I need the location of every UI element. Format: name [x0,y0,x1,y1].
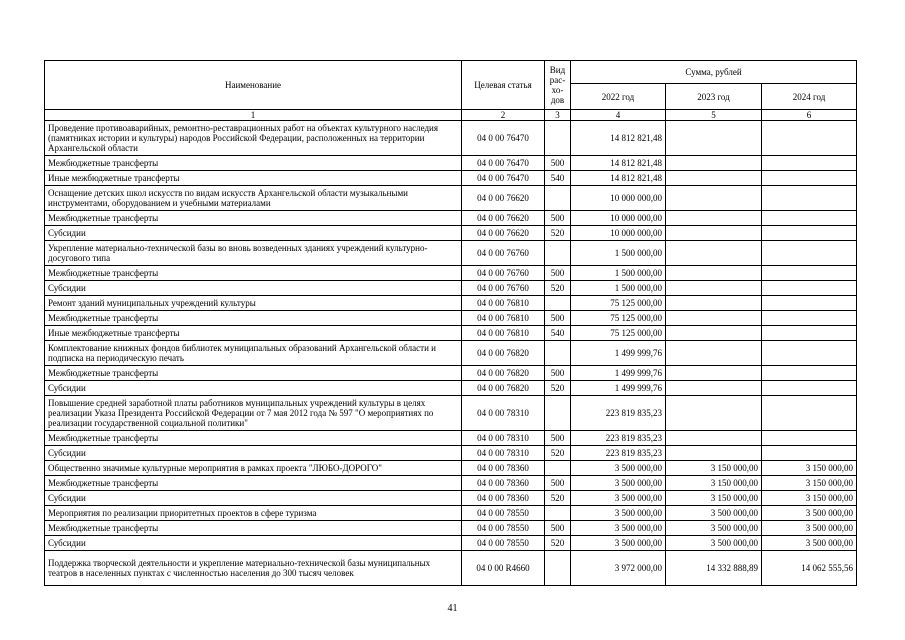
row-name: Субсидии [45,536,462,551]
row-sum-2024: 3 500 000,00 [762,536,857,551]
row-target-article: 04 0 00 76760 [462,266,545,281]
table-row [45,506,857,521]
column-number: 1 [45,110,462,121]
row-sum-2022: 1 500 000,00 [571,266,666,281]
table-row [45,461,857,476]
row-sum-2024: 14 062 555,56 [762,551,857,586]
row-sum-2023 [666,281,762,296]
row-expense-kind: 520 [545,446,571,461]
row-sum-2023 [666,186,762,211]
column-number: 2 [462,110,545,121]
row-expense-kind: 500 [545,366,571,381]
row-sum-2022: 3 500 000,00 [571,521,666,536]
row-expense-kind: 500 [545,311,571,326]
row-expense-kind: 540 [545,171,571,186]
row-sum-2022: 75 125 000,00 [571,326,666,341]
row-target-article: 04 0 00 78360 [462,491,545,506]
row-expense-kind: 500 [545,211,571,226]
row-name: Межбюджетные трансферты [45,521,462,536]
row-target-article: 04 0 00 76620 [462,211,545,226]
row-expense-kind: 520 [545,281,571,296]
row-expense-kind: 520 [545,491,571,506]
row-expense-kind [545,506,571,521]
row-name: Межбюджетные трансферты [45,211,462,226]
budget-table [44,60,857,586]
row-name: Межбюджетные трансферты [45,266,462,281]
row-sum-2024 [762,281,857,296]
row-sum-2023 [666,296,762,311]
row-name: Поддержка творческой деятельности и укрепление материально-технической базы муниципальных театров в населенных пунктах с численностью населения до 300 тысяч человек [45,551,462,586]
row-sum-2024 [762,366,857,381]
row-name: Межбюджетные трансферты [45,366,462,381]
row-expense-kind [545,121,571,156]
row-name: Комплектование книжных фондов библиотек муниципальных образований Архангельской области и подписка на периодическую печать [45,341,462,366]
column-number: 4 [571,110,666,121]
row-name: Субсидии [45,281,462,296]
row-sum-2023: 3 150 000,00 [666,476,762,491]
row-sum-2024 [762,156,857,171]
row-name: Ремонт зданий муниципальных учреждений культуры [45,296,462,311]
row-sum-2023 [666,266,762,281]
row-sum-2024 [762,296,857,311]
row-name: Межбюджетные трансферты [45,311,462,326]
row-sum-2023 [666,446,762,461]
row-target-article: 04 0 00 78550 [462,521,545,536]
table-row [45,341,857,366]
table-row [45,281,857,296]
row-sum-2023 [666,241,762,266]
row-name: Оснащение детских школ искусств по видам искусств Архангельской области музыкальными инструментами, оборудованием и учебными материалами [45,186,462,211]
header-kind-line2: рас- [549,75,566,85]
row-sum-2023 [666,396,762,431]
row-target-article: 04 0 00 76470 [462,156,545,171]
row-sum-2024: 3 150 000,00 [762,476,857,491]
row-sum-2022: 75 125 000,00 [571,296,666,311]
header-target-article: Целевая статья [462,61,545,110]
row-name: Повышение средней заработной платы работников муниципальных учреждений культуры в целях реализации Указа Президента Российской Федерации от 7 мая 2012 года № 597 "О мероприятиях по реализации государственной социальной политики" [45,396,462,431]
row-sum-2022: 3 972 000,00 [571,551,666,586]
row-sum-2022: 1 499 999,76 [571,366,666,381]
row-name: Иные межбюджетные трансферты [45,326,462,341]
row-expense-kind [545,241,571,266]
row-sum-2023: 3 500 000,00 [666,521,762,536]
row-sum-2022: 14 812 821,48 [571,121,666,156]
row-sum-2022: 10 000 000,00 [571,186,666,211]
row-name: Общественно значимые культурные мероприятия в рамках проекта "ЛЮБО-ДОРОГО" [45,461,462,476]
row-sum-2022: 1 499 999,76 [571,381,666,396]
row-sum-2024 [762,241,857,266]
column-number: 6 [762,110,857,121]
row-sum-2024 [762,446,857,461]
column-number: 5 [666,110,762,121]
row-sum-2023: 3 150 000,00 [666,461,762,476]
row-sum-2024 [762,341,857,366]
table-row [45,476,857,491]
table-row [45,156,857,171]
row-sum-2024: 3 500 000,00 [762,521,857,536]
row-sum-2024 [762,211,857,226]
header-year-2022: 2022 год [571,84,666,110]
header-expense-kind [545,61,571,110]
row-name: Проведение противоаварийных, ремонтно-реставрационных работ на объектах культурного наследия (памятниках истории и культуры) народов Российской Федерации, расположенных на территории Архангельской области [45,121,462,156]
row-target-article: 04 0 00 76820 [462,381,545,396]
table-row [45,186,857,211]
row-target-article: 04 0 00 78310 [462,396,545,431]
table-row [45,226,857,241]
row-sum-2023 [666,366,762,381]
row-expense-kind: 520 [545,536,571,551]
row-sum-2023 [666,341,762,366]
header-sum: Сумма, рублей [571,61,857,84]
column-number: 3 [545,110,571,121]
row-sum-2022: 3 500 000,00 [571,476,666,491]
row-sum-2024 [762,311,857,326]
row-expense-kind [545,461,571,476]
row-target-article: 04 0 00 76760 [462,281,545,296]
row-target-article: 04 0 00 76810 [462,296,545,311]
row-sum-2024 [762,226,857,241]
table-row [45,211,857,226]
row-target-article: 04 0 00 78310 [462,431,545,446]
row-name: Субсидии [45,381,462,396]
row-target-article: 04 0 00 R4660 [462,551,545,586]
row-sum-2022: 223 819 835,23 [571,431,666,446]
row-sum-2024 [762,186,857,211]
row-sum-2023 [666,226,762,241]
table-row [45,326,857,341]
row-sum-2022: 75 125 000,00 [571,311,666,326]
row-sum-2024 [762,121,857,156]
row-expense-kind: 500 [545,521,571,536]
row-target-article: 04 0 00 76620 [462,226,545,241]
row-name: Субсидии [45,446,462,461]
table-row [45,381,857,396]
table-row [45,491,857,506]
row-name: Субсидии [45,226,462,241]
row-sum-2024 [762,326,857,341]
row-sum-2024: 3 150 000,00 [762,491,857,506]
row-expense-kind [545,341,571,366]
row-expense-kind: 540 [545,326,571,341]
row-sum-2022: 10 000 000,00 [571,226,666,241]
page-number: 41 [447,603,458,614]
row-name: Иные межбюджетные трансферты [45,171,462,186]
row-name: Межбюджетные трансферты [45,476,462,491]
row-sum-2022: 223 819 835,23 [571,396,666,431]
row-target-article: 04 0 00 76760 [462,241,545,266]
row-expense-kind [545,296,571,311]
row-sum-2024 [762,171,857,186]
row-name: Субсидии [45,491,462,506]
row-sum-2022: 3 500 000,00 [571,506,666,521]
table-row [45,121,857,156]
row-sum-2022: 3 500 000,00 [571,461,666,476]
row-sum-2023 [666,121,762,156]
row-target-article: 04 0 00 78550 [462,506,545,521]
row-expense-kind [545,551,571,586]
row-sum-2022: 14 812 821,48 [571,156,666,171]
table-row [45,521,857,536]
row-sum-2024 [762,266,857,281]
row-expense-kind [545,396,571,431]
header-year-2023: 2023 год [666,84,762,110]
table-row [45,536,857,551]
row-sum-2023 [666,381,762,396]
row-sum-2024 [762,431,857,446]
row-sum-2022: 10 000 000,00 [571,211,666,226]
header-kind-line4: дов [550,95,565,105]
table-row [45,396,857,431]
row-sum-2022: 223 819 835,23 [571,446,666,461]
row-sum-2024 [762,381,857,396]
row-target-article: 04 0 00 76820 [462,341,545,366]
row-sum-2022: 1 499 999,76 [571,341,666,366]
row-expense-kind: 500 [545,476,571,491]
row-sum-2023: 3 500 000,00 [666,506,762,521]
row-sum-2023 [666,326,762,341]
row-sum-2023: 3 150 000,00 [666,491,762,506]
column-number-row [45,110,857,121]
header-name: Наименование [45,61,462,110]
row-expense-kind: 520 [545,381,571,396]
row-sum-2022: 1 500 000,00 [571,241,666,266]
row-target-article: 04 0 00 76620 [462,186,545,211]
table-row [45,171,857,186]
table-row [45,311,857,326]
row-sum-2022: 14 812 821,48 [571,171,666,186]
table-row [45,446,857,461]
row-target-article: 04 0 00 76470 [462,171,545,186]
table-row [45,551,857,586]
row-target-article: 04 0 00 78550 [462,536,545,551]
row-target-article: 04 0 00 78310 [462,446,545,461]
row-target-article: 04 0 00 78360 [462,461,545,476]
row-expense-kind: 500 [545,266,571,281]
row-name: Мероприятия по реализации приоритетных проектов в сфере туризма [45,506,462,521]
row-sum-2023 [666,311,762,326]
row-target-article: 04 0 00 76810 [462,311,545,326]
row-target-article: 04 0 00 78360 [462,476,545,491]
table-row [45,296,857,311]
row-sum-2023 [666,211,762,226]
row-sum-2023: 14 332 888,89 [666,551,762,586]
row-sum-2024 [762,396,857,431]
row-target-article: 04 0 00 76470 [462,121,545,156]
table-row [45,241,857,266]
header-kind-line1: Вид [549,65,566,75]
row-sum-2024: 3 500 000,00 [762,506,857,521]
header-year-2024: 2024 год [762,84,857,110]
row-sum-2022: 3 500 000,00 [571,536,666,551]
row-sum-2023 [666,156,762,171]
row-expense-kind: 500 [545,431,571,446]
row-name: Межбюджетные трансферты [45,156,462,171]
row-target-article: 04 0 00 76820 [462,366,545,381]
row-target-article: 04 0 00 76810 [462,326,545,341]
table-row [45,431,857,446]
row-sum-2023 [666,431,762,446]
row-sum-2022: 3 500 000,00 [571,491,666,506]
table-row [45,266,857,281]
table-row [45,366,857,381]
row-name: Межбюджетные трансферты [45,431,462,446]
row-expense-kind: 500 [545,156,571,171]
row-sum-2024: 3 150 000,00 [762,461,857,476]
row-sum-2022: 1 500 000,00 [571,281,666,296]
row-expense-kind [545,186,571,211]
header-kind-line3: хо- [551,85,564,95]
row-sum-2023: 3 500 000,00 [666,536,762,551]
row-expense-kind: 520 [545,226,571,241]
row-sum-2023 [666,171,762,186]
row-name: Укрепление материально-технической базы во вновь возведенных зданиях учреждений культурно-досугового типа [45,241,462,266]
